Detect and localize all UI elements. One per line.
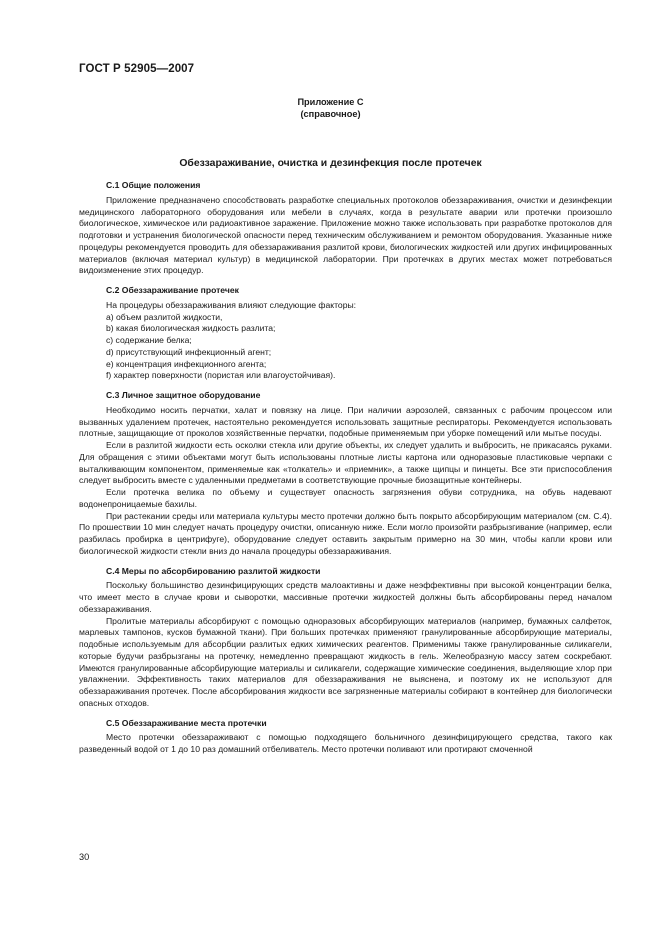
paragraph: Если в разлитой жидкости есть осколки стекла или другие объекты, их следует удалить и выбросить, не прикасаясь руками. Для обращения с этими объектами могут быть использованы плотные листы картона или одноразовые пластиковые черпаки с выталкивающим компонентом, применяемые как «толкатель» и «приемник», а также щипцы и пинцеты. Все эти приспособления следует выбросить вместе с удаленными предметами в соответствующие прочные биозащитные контейнеры. xyxy=(79,440,612,486)
annex-title: Обеззараживание, очистка и дезинфекция после протечек xyxy=(179,158,482,169)
section-heading-c4: С.4 Меры по абсорбированию разлитой жидкости xyxy=(106,565,321,576)
section-heading-c5: С.5 Обеззараживание места протечки xyxy=(106,717,267,728)
paragraph: Место протечки обеззараживают с помощью подходящего больничного дезинфицирующего средства, такого как разведенный водой от 1 до 10 раз домашний отбеливатель. Место протечки поливают или протирают смоченной xyxy=(79,732,612,754)
paragraph: На процедуры обеззараживания влияют следующие факторы: xyxy=(106,299,357,310)
list-item: с) содержание белка; xyxy=(106,335,192,345)
list-item: f) характер поверхности (пористая или влагоустойчивая). xyxy=(106,370,336,381)
list-item: а) объем разлитой жидкости, xyxy=(106,311,223,322)
list-item: е) концентрация инфекционного агента; xyxy=(106,358,267,369)
paragraph: Приложение предназначено способствовать разработке специальных протоколов обеззараживания, очистки и дезинфекции медицинского лабораторного оборудования или мебели в случаях, когда в результате аварии или протечки произошло биологическое, химическое или радиоактивное заражение. Приложение можно также использовать при разработке протоколов для подготовки и устранения биологической опасности перед техническим обслуживанием и ремонтом оборудования. Указанные ниже процедуры рекомендуется проводить для обеззараживания разлитой крови, биологических жидкостей или других инфицированных материалов (включая материал культур) в медицинской лаборатории. При протечках в других местах может потребоваться видоизменение этих процедур. xyxy=(79,194,612,276)
paragraph: При растекании среды или материала культуры место протечки должно быть покрыто абсорбирующим материалом (см. С.4). По прошествии 10 мин следует начать процедуру очистки, описанную ниже. Если могло произойти разбрызгивание (например, если разбилась пробирка в центрифуге), оборудование следует оставить закрытым примерно на 30 мин, чтобы капли крови или биологической жидкости стекли вниз до начала процедуры обеззараживания. xyxy=(79,510,612,556)
section-heading-c3: С.3 Личное защитное оборудование xyxy=(106,390,261,400)
paragraph: Поскольку большинство дезинфицирующих средств малоактивны и даже неэффективны при высокой концентрации белка, что имеет место в случае крови и сыворотки, массивные протечки жидкостей должны быть абсорбированы перед началом обеззараживания. xyxy=(79,580,612,614)
paragraph: Если протечка велика по объему и существует опасность загрязнения обуви сотрудника, на обувь надевают водонепроницаемые бахилы. xyxy=(79,487,612,509)
page-number: 30 xyxy=(79,852,90,862)
paragraph: Необходимо носить перчатки, халат и повязку на лице. При наличии аэрозолей, связанных с рабочим процессом или вызванных удалением протечек, настоятельно рекомендуется использовать защитные респираторы. Рекомендуется использовать плотные, защищающие от проколов хозяйственные перчатки, подобные применяемым при уборке помещений или мытье посуды. xyxy=(79,404,612,439)
annex-label: Приложение С xyxy=(297,97,364,107)
document-code: ГОСТ Р 52905—2007 xyxy=(79,63,195,75)
paragraph: Пролитые материалы абсорбируют с помощью одноразовых абсорбирующих материалов (например, бумажных салфеток, марлевых тампонов, кусков бумажной ткани). При больших протечках применяют гранулированные абсорбирующие материалы, подобные используемым для абсорбции разлитых едких химических реагентов. Применимы также гранулированные силикагели, которые будучи разбрызганы на протечку, немедленно превращают жидкость в гель. Желеобразную массу затем соскребают. Имеются гранулированные абсорбирующие материалы и силикагели, содержащие химические соединения, выделяющие хлор при увлажнении. Эффективность таких материалов для обеззараживания не выяснена, и поэтому их не используют для обеззараживания протечек. После абсорбирования жидкости все загрязненные материалы собирают в контейнер для биологически опасных отходов. xyxy=(79,615,612,708)
section-heading-c1: С.1 Общие положения xyxy=(106,180,201,190)
list-item: b) какая биологическая жидкость разлита; xyxy=(106,323,276,334)
document-body xyxy=(79,176,612,756)
list-item: d) присутствующий инфекционный агент; xyxy=(106,346,272,357)
section-heading-c2: С.2 Обеззараживание протечек xyxy=(106,285,239,295)
annex-type: (справочное) xyxy=(300,109,361,119)
